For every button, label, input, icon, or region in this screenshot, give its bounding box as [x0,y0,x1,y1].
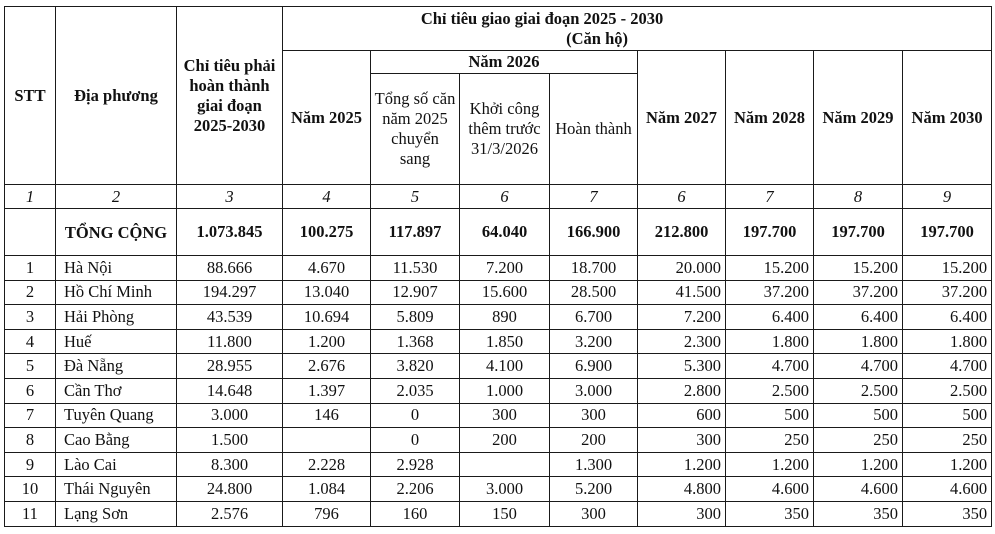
row-stt: 3 [5,305,56,330]
row-value: 1.200 [638,452,726,477]
row-value: 4.600 [903,477,992,502]
row-locality: Đà Nẵng [56,354,177,379]
row-value: 28.500 [550,280,638,305]
row-locality: Lào Cai [56,452,177,477]
total-value: 1.073.845 [177,209,283,256]
row-value: 1.000 [460,378,550,403]
row-value: 8.300 [177,452,283,477]
row-value: 1.397 [283,378,371,403]
row-value: 37.200 [903,280,992,305]
row-value: 500 [726,403,814,428]
row-locality: Cần Thơ [56,378,177,403]
header-chi-tieu-phai-hoan-thanh: Chỉ tiêu phải hoàn thành giai đoạn 2025-2030 [177,7,283,185]
total-value: 212.800 [638,209,726,256]
row-value: 20.000 [638,256,726,281]
row-value: 28.955 [177,354,283,379]
row-value: 1.850 [460,329,550,354]
header-dia-phuong: Địa phương [56,7,177,185]
row-locality: Lạng Sơn [56,501,177,526]
table-row [5,403,992,428]
table-row [5,477,992,502]
row-value: 5.809 [371,305,460,330]
total-value: 166.900 [550,209,638,256]
table-row [5,378,992,403]
row-value: 300 [638,501,726,526]
row-value: 2.676 [283,354,371,379]
column-number: 5 [371,185,460,209]
header-nam-2029: Năm 2029 [814,51,903,185]
row-value: 600 [638,403,726,428]
row-value: 890 [460,305,550,330]
row-value: 15.600 [460,280,550,305]
row-value: 250 [726,428,814,453]
row-value: 41.500 [638,280,726,305]
row-locality: Huế [56,329,177,354]
total-value: 64.040 [460,209,550,256]
row-value: 10.694 [283,305,371,330]
row-value: 250 [903,428,992,453]
column-number: 8 [814,185,903,209]
row-value: 2.800 [638,378,726,403]
row-value: 15.200 [814,256,903,281]
table-row [5,428,992,453]
row-stt: 9 [5,452,56,477]
row-value: 796 [283,501,371,526]
row-value: 500 [903,403,992,428]
row-value: 350 [903,501,992,526]
column-number: 6 [460,185,550,209]
row-value: 1.200 [814,452,903,477]
row-value: 14.648 [177,378,283,403]
header-nam-2025: Năm 2025 [283,51,371,185]
row-stt: 6 [5,378,56,403]
column-number: 7 [550,185,638,209]
row-value: 1.800 [903,329,992,354]
table-row [5,501,992,526]
row-value: 4.700 [903,354,992,379]
row-value: 7.200 [460,256,550,281]
column-number-row [5,185,992,209]
header-nam-2030: Năm 2030 [903,51,992,185]
row-value: 2.300 [638,329,726,354]
row-value: 2.500 [903,378,992,403]
row-value: 6.400 [814,305,903,330]
row-stt: 8 [5,428,56,453]
header-nam-2027: Năm 2027 [638,51,726,185]
row-value: 2.035 [371,378,460,403]
total-value: 197.700 [726,209,814,256]
row-value: 11.530 [371,256,460,281]
column-number: 2 [56,185,177,209]
header-hoan-thanh: Hoàn thành [550,74,638,185]
row-value: 500 [814,403,903,428]
row-value: 7.200 [638,305,726,330]
row-value: 1.200 [726,452,814,477]
row-value: 3.000 [177,403,283,428]
column-number: 7 [726,185,814,209]
row-value: 2.500 [814,378,903,403]
row-value: 11.800 [177,329,283,354]
row-value: 200 [460,428,550,453]
table-row [5,329,992,354]
row-value: 4.670 [283,256,371,281]
row-value: 4.800 [638,477,726,502]
total-value: 197.700 [814,209,903,256]
row-value: 300 [550,501,638,526]
row-value: 1.200 [283,329,371,354]
row-stt: 1 [5,256,56,281]
row-value: 4.100 [460,354,550,379]
row-value: 6.400 [726,305,814,330]
row-locality: Hải Phòng [56,305,177,330]
row-value: 160 [371,501,460,526]
row-locality: Hồ Chí Minh [56,280,177,305]
row-locality: Thái Nguyên [56,477,177,502]
row-value: 2.928 [371,452,460,477]
row-value: 1.084 [283,477,371,502]
row-value: 5.300 [638,354,726,379]
row-value: 18.700 [550,256,638,281]
header-tong-so-chuyen-sang: Tổng số căn năm 2025 chuyển sang [371,74,460,185]
row-value: 194.297 [177,280,283,305]
row-value: 150 [460,501,550,526]
row-value: 15.200 [903,256,992,281]
table-row [5,256,992,281]
column-number: 4 [283,185,371,209]
row-stt: 7 [5,403,56,428]
row-value: 300 [638,428,726,453]
column-number: 6 [638,185,726,209]
row-value: 5.200 [550,477,638,502]
row-value: 300 [550,403,638,428]
row-stt: 5 [5,354,56,379]
row-value: 1.800 [814,329,903,354]
row-value: 6.400 [903,305,992,330]
row-value: 2.576 [177,501,283,526]
table-row [5,452,992,477]
row-value: 200 [550,428,638,453]
total-value: 117.897 [371,209,460,256]
row-value: 2.228 [283,452,371,477]
row-value: 3.820 [371,354,460,379]
row-value: 24.800 [177,477,283,502]
total-label: TỔNG CỘNG [56,209,177,256]
table-row [5,354,992,379]
table-row [5,280,992,305]
row-value: 43.539 [177,305,283,330]
row-locality: Hà Nội [56,256,177,281]
row-value: 1.300 [550,452,638,477]
row-value: 2.500 [726,378,814,403]
row-locality: Cao Bằng [56,428,177,453]
row-value: 1.200 [903,452,992,477]
column-number: 9 [903,185,992,209]
row-value: 300 [460,403,550,428]
row-value: 0 [371,403,460,428]
row-stt: 10 [5,477,56,502]
row-value: 3.000 [460,477,550,502]
table-row [5,305,992,330]
total-value: 100.275 [283,209,371,256]
header-chi-tieu-giao-title: Chỉ tiêu giao giai đoạn 2025 - 2030 [420,8,664,28]
row-value: 4.700 [726,354,814,379]
row-value: 1.500 [177,428,283,453]
row-value: 37.200 [814,280,903,305]
row-value: 146 [283,403,371,428]
total-stt [5,209,56,256]
row-stt: 11 [5,501,56,526]
row-value: 4.700 [814,354,903,379]
row-value: 4.600 [726,477,814,502]
row-value [283,428,371,453]
row-value: 37.200 [726,280,814,305]
row-value: 3.200 [550,329,638,354]
row-value: 2.206 [371,477,460,502]
total-value: 197.700 [903,209,992,256]
row-value: 250 [814,428,903,453]
header-nam-2026: Năm 2026 [371,51,638,74]
row-value: 15.200 [726,256,814,281]
row-stt: 4 [5,329,56,354]
column-number: 1 [5,185,56,209]
row-value: 13.040 [283,280,371,305]
header-unit: (Căn hộ) [566,28,628,48]
row-value: 6.900 [550,354,638,379]
row-locality: Tuyên Quang [56,403,177,428]
header-stt: STT [5,7,56,185]
header-nam-2028: Năm 2028 [726,51,814,185]
row-value [460,452,550,477]
header-khoi-cong-them: Khởi công thêm trước 31/3/2026 [460,74,550,185]
row-value: 0 [371,428,460,453]
row-value: 4.600 [814,477,903,502]
column-number: 3 [177,185,283,209]
row-value: 1.800 [726,329,814,354]
total-row [5,209,992,256]
row-value: 350 [814,501,903,526]
housing-target-table [4,6,992,527]
row-value: 3.000 [550,378,638,403]
row-value: 1.368 [371,329,460,354]
row-stt: 2 [5,280,56,305]
row-value: 6.700 [550,305,638,330]
row-value: 12.907 [371,280,460,305]
row-value: 350 [726,501,814,526]
row-value: 88.666 [177,256,283,281]
header-chi-tieu-giao [283,7,992,51]
